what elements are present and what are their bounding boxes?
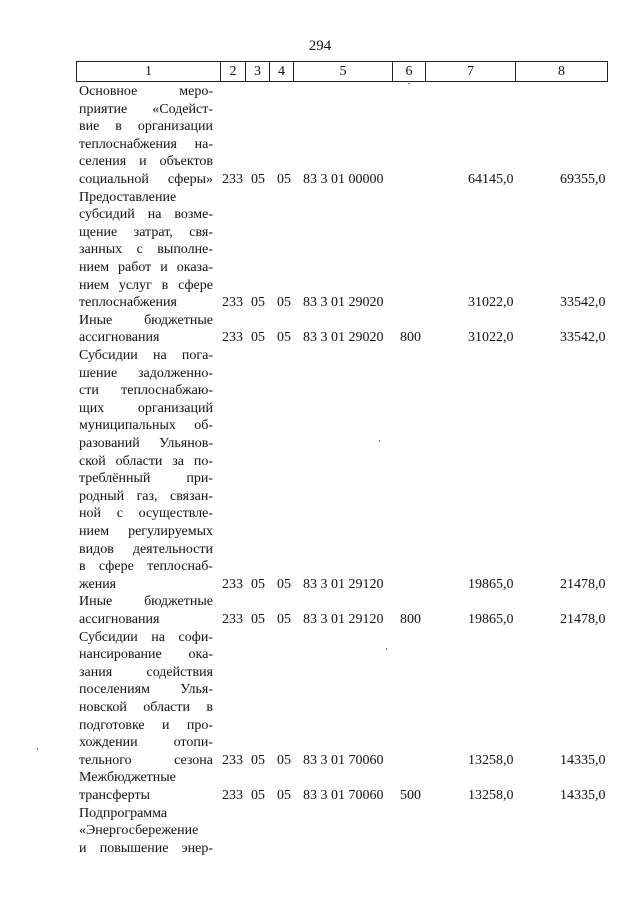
description-line: зания содействия <box>79 664 213 680</box>
scan-speck <box>408 83 410 84</box>
column-header-3: 3 <box>246 62 270 82</box>
cell-c7: 19865,0 <box>468 576 514 592</box>
description-line: подготовке и про- <box>79 717 213 733</box>
row-description <box>79 347 213 593</box>
table-row <box>0 347 640 593</box>
cell-c8: 21478,0 <box>560 611 606 627</box>
row-description <box>79 593 213 628</box>
description-line: сти теплоснабжаю- <box>79 383 213 399</box>
column-header-2: 2 <box>221 62 246 82</box>
cell-c2: 233 <box>222 576 243 592</box>
description-line: ной с осуществле- <box>79 506 213 522</box>
description-line: поселениям Улья- <box>79 682 213 698</box>
description-line: Субсидии на пога- <box>79 348 213 363</box>
description-line: шение задолженно- <box>79 365 213 381</box>
table-row <box>0 769 640 804</box>
description-line: нием услуг в сфере <box>79 277 213 293</box>
scan-speck <box>37 748 38 750</box>
table-row <box>0 593 640 628</box>
description-line: занных с выполне- <box>79 242 213 258</box>
cell-c5: 83 3 01 29020 <box>303 330 384 346</box>
cell-c5: 83 3 01 29020 <box>303 295 384 311</box>
cell-c8: 14335,0 <box>560 787 606 803</box>
cell-c2: 233 <box>222 172 243 187</box>
row-description <box>79 629 213 770</box>
cell-c2: 233 <box>222 752 243 768</box>
description-line: жения <box>79 576 117 592</box>
cell-c2: 233 <box>222 330 243 346</box>
description-line: видов деятельности <box>79 541 213 557</box>
description-line: в сфере теплоснаб- <box>79 559 213 575</box>
description-line: ассигнования <box>79 611 160 627</box>
description-line: Субсидии на софи- <box>79 629 213 645</box>
description-line: нием регулируемых <box>79 523 213 539</box>
description-line: ской области за по- <box>79 453 213 469</box>
cell-c3: 05 <box>251 295 265 311</box>
description-line: тельного сезона <box>79 752 213 768</box>
row-description <box>79 189 213 312</box>
cell-c7: 31022,0 <box>468 295 514 311</box>
column-header-row <box>77 62 608 82</box>
description-line: Иные бюджетные <box>79 312 213 328</box>
description-line: новской области в <box>79 699 213 715</box>
column-header-6: 6 <box>393 62 426 82</box>
cell-c6: 800 <box>400 330 421 346</box>
cell-c3: 05 <box>251 172 265 187</box>
row-description <box>79 83 213 189</box>
row-description <box>79 312 213 347</box>
cell-c4: 05 <box>277 611 291 627</box>
description-line: нансирование ока- <box>79 647 213 663</box>
cell-c5: 83 3 01 29120 <box>303 611 384 627</box>
scan-speck <box>386 648 387 650</box>
cell-c4: 05 <box>277 295 291 311</box>
description-line: «Энергосбережение <box>79 823 199 839</box>
cell-c4: 05 <box>277 330 291 346</box>
cell-c8: 33542,0 <box>560 295 606 311</box>
cell-c5: 83 3 01 70060 <box>303 752 384 768</box>
description-line: теплоснабжения <box>79 295 177 311</box>
description-line: приятие «Содейст- <box>79 101 213 117</box>
cell-c2: 233 <box>222 787 243 803</box>
cell-c5: 83 3 01 29120 <box>303 576 384 592</box>
description-line: муниципальных об- <box>79 418 213 434</box>
cell-c6: 500 <box>400 787 421 803</box>
cell-c3: 05 <box>251 787 265 803</box>
cell-c8: 33542,0 <box>560 330 606 346</box>
cell-c4: 05 <box>277 752 291 768</box>
description-line: Основное меро- <box>79 84 213 99</box>
description-line: селения и объектов <box>79 154 213 170</box>
table-row <box>0 629 640 770</box>
cell-c8: 69355,0 <box>560 172 606 187</box>
description-line: щение затрат, свя- <box>79 224 213 240</box>
column-header-8: 8 <box>516 62 608 82</box>
description-line: социальной сферы» <box>79 171 213 187</box>
description-line: трансферты <box>79 787 151 803</box>
description-line: хождении отопи- <box>79 735 213 751</box>
table-row <box>0 83 640 189</box>
cell-c3: 05 <box>251 752 265 768</box>
description-line: разований Ульянов- <box>79 435 213 451</box>
cell-c3: 05 <box>251 611 265 627</box>
column-header-1: 1 <box>77 62 221 82</box>
cell-c7: 13258,0 <box>468 752 514 768</box>
description-line: родный газ, связан- <box>79 488 213 504</box>
description-line: субсидий на возме- <box>79 207 213 223</box>
cell-c7: 31022,0 <box>468 330 514 346</box>
cell-c3: 05 <box>251 330 265 346</box>
table-row <box>0 805 640 858</box>
description-line: Межбюджетные <box>79 770 176 786</box>
cell-c7: 64145,0 <box>468 172 514 187</box>
cell-c7: 19865,0 <box>468 611 514 627</box>
description-line: нием работ и оказа- <box>79 259 213 275</box>
description-line: ассигнования <box>79 330 160 346</box>
cell-c5: 83 3 01 00000 <box>303 172 384 187</box>
row-description <box>79 769 213 804</box>
description-line: Иные бюджетные <box>79 594 213 610</box>
cell-c2: 233 <box>222 295 243 311</box>
scan-speck <box>379 440 380 442</box>
description-line: вие в организации <box>79 119 213 135</box>
column-header-table <box>76 61 608 82</box>
table-row <box>0 189 640 312</box>
row-description <box>79 805 213 858</box>
column-header-4: 4 <box>270 62 294 82</box>
cell-c2: 233 <box>222 611 243 627</box>
description-line: Подпрограмма <box>79 805 168 821</box>
cell-c7: 13258,0 <box>468 787 514 803</box>
cell-c4: 05 <box>277 172 291 187</box>
description-line: Предоставление <box>79 189 177 205</box>
description-line: щих организаций <box>79 400 213 416</box>
table-row <box>0 312 640 347</box>
cell-c8: 14335,0 <box>560 752 606 768</box>
column-header-5: 5 <box>294 62 393 82</box>
cell-c3: 05 <box>251 576 265 592</box>
column-header-7: 7 <box>426 62 516 82</box>
description-line: и повышение энер- <box>79 840 213 856</box>
cell-c6: 800 <box>400 611 421 627</box>
cell-c4: 05 <box>277 576 291 592</box>
page-number: 294 <box>308 38 332 54</box>
description-line: треблённый при- <box>79 471 213 487</box>
description-line: теплоснабжения на- <box>79 136 213 152</box>
cell-c5: 83 3 01 70060 <box>303 787 384 803</box>
cell-c4: 05 <box>277 787 291 803</box>
cell-c8: 21478,0 <box>560 576 606 592</box>
